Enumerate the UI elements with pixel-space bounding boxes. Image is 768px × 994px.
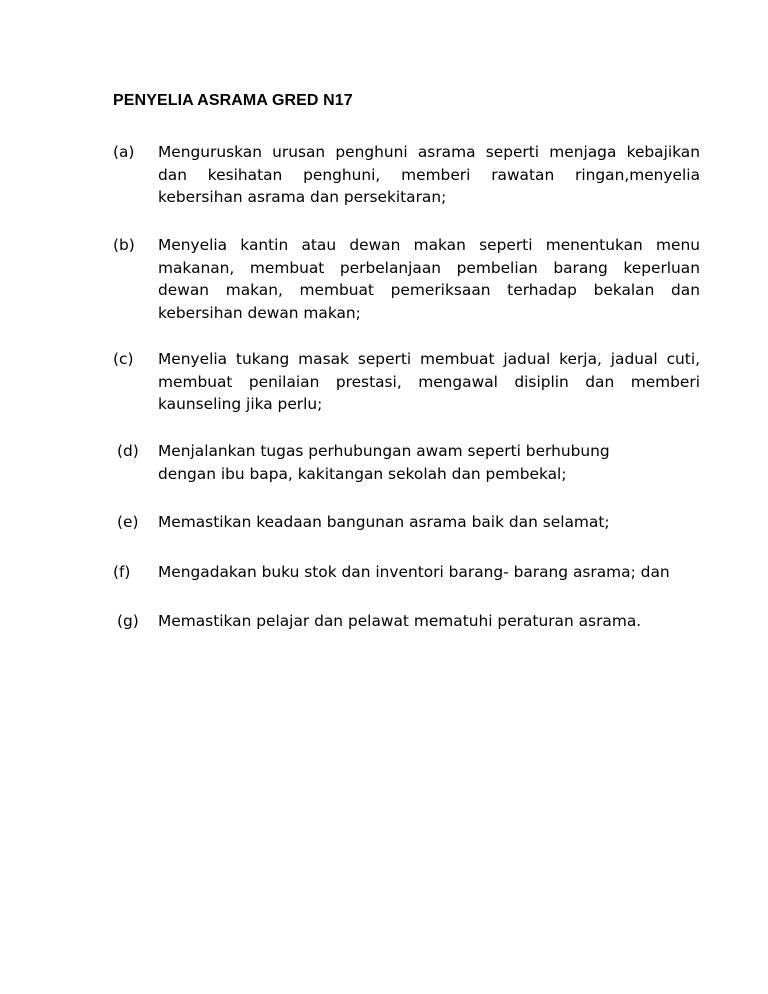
item-marker-b: (b) xyxy=(113,236,135,254)
item-marker-c: (c) xyxy=(113,350,134,368)
item-text-g: Memastikan pelajar dan pelawat mematuhi peraturan asrama. xyxy=(158,612,642,630)
item-text-f: Mengadakan buku stok dan inventori barang- barang asrama; dan xyxy=(158,563,670,581)
item-text-e: Memastikan keadaan bangunan asrama baik dan selamat; xyxy=(158,513,610,531)
item-marker-a: (a) xyxy=(113,143,135,161)
item-marker-g: (g) xyxy=(117,612,139,630)
item-text-d-line-2: dengan ibu bapa, kakitangan sekolah dan pembekal; xyxy=(158,464,567,483)
item-text-b: Menyelia kantin atau dewan makan seperti menentukan menu makanan, membuat perbelanjaan pembelian barang keperluan dewan makan, membuat pemeriksaan terhadap bekalan dan kebersihan dewan makan; xyxy=(158,236,700,322)
item-marker-e: (e) xyxy=(117,513,139,531)
item-text-d xyxy=(158,440,718,485)
item-marker-d: (d) xyxy=(117,442,139,460)
item-marker-f: (f) xyxy=(113,563,131,581)
item-text-d-line-1: Menjalankan tugas perhubungan awam seperti berhubung xyxy=(158,442,610,460)
document-title: PENYELIA ASRAMA GRED N17 xyxy=(113,92,353,109)
item-text-c: Menyelia tukang masak seperti membuat jadual kerja, jadual cuti, membuat penilaian prestasi, mengawal disiplin dan memberi kaunseling jika perlu; xyxy=(158,350,700,413)
item-text-a: Menguruskan urusan penghuni asrama seperti menjaga kebajikan dan kesihatan penghuni, memberi rawatan ringan,menyelia kebersihan asrama dan persekitaran; xyxy=(158,143,700,206)
